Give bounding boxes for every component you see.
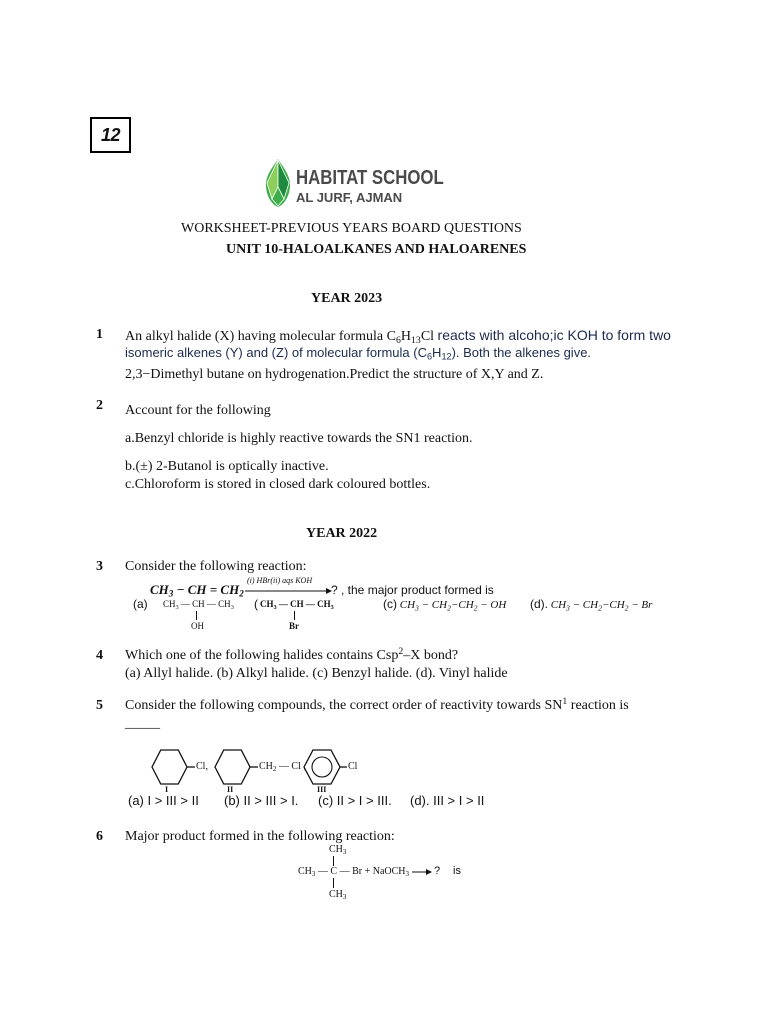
worksheet-title: WORKSHEET-PREVIOUS YEARS BOARD QUESTIONS [181, 221, 522, 236]
formula-subscript: 3 [566, 603, 570, 613]
question-number-1: 1 [96, 327, 103, 342]
question-number-5: 5 [96, 698, 103, 713]
formula-part: − CH = CH [173, 582, 240, 597]
question-number-3: 3 [96, 559, 103, 574]
formula-subscript: 2 [239, 588, 244, 599]
q6-bottom-group [329, 889, 346, 901]
cyclohexane-ring [215, 750, 250, 784]
formula-part: CH [259, 761, 273, 772]
arrow-head [426, 869, 432, 875]
compound-structures [148, 746, 354, 788]
formula-subscript: 3 [273, 603, 277, 611]
school-name: HABITAT SCHOOL [296, 167, 444, 189]
formula-part: — C — Br + NaOCH [315, 866, 406, 877]
q5-option-c: (c) II > I > III. [318, 793, 392, 808]
formula-part: CH [298, 866, 312, 877]
formula-part: — Cl , [276, 761, 306, 772]
formula-part: − Br [628, 599, 653, 611]
reaction-arrow-icon [412, 868, 432, 876]
formula-part: CH [329, 844, 343, 855]
formula-subscript: 3 [168, 588, 174, 599]
formula-part: − OH [477, 599, 507, 611]
compound-3-label: III [317, 785, 327, 794]
school-logo [264, 158, 460, 210]
q4-text: –X bond? [403, 648, 459, 663]
formula-subscript: 13 [411, 334, 421, 346]
q5-option-b: (b) II > III > I. [224, 793, 299, 808]
bond-line [196, 611, 197, 620]
formula-subscript: 3 [342, 848, 347, 857]
formula-subscript: 2 [624, 603, 629, 613]
q1-line-2 [125, 345, 591, 361]
unit-title: UNIT 10-HALOALKANES AND HALOARENES [226, 242, 527, 257]
q1-text-highlight: reacts with alcoho;ic KOH to form two [437, 327, 671, 343]
q2-intro: Account for the following [125, 403, 271, 418]
bond-line [333, 878, 334, 888]
q6-tail: is [453, 865, 461, 877]
bond-line [294, 611, 295, 620]
formula-subscript: 6 [395, 334, 401, 346]
q6-main-formula [298, 866, 409, 878]
school-location: AL JURF, AJMAN [296, 190, 403, 205]
formula-subscript: 3 [230, 603, 234, 611]
q3-option-a-chain [163, 599, 234, 610]
question-number-2: 2 [96, 398, 103, 413]
formula-subscript: 6 [426, 351, 433, 362]
q1-text: ). Both the alkenes give. [451, 345, 592, 360]
q6-top-group [329, 844, 346, 856]
question-number-6: 6 [96, 829, 103, 844]
q5-answer-blank: _____ [125, 716, 160, 731]
q1-text: H [400, 329, 412, 344]
benzene-aromatic-circle [312, 757, 332, 777]
bond-line [333, 856, 334, 866]
q6-product: ? [434, 865, 441, 877]
formula-subscript: 3 [311, 870, 316, 879]
q1-line-3: 2,3−Dimethyl butane on hydrogenation.Predict the structure of X,Y and Z. [125, 367, 544, 382]
superscript: 1 [562, 696, 568, 708]
q5-text: reaction is [567, 698, 629, 713]
page-number-box [90, 117, 131, 153]
formula-part: CH [260, 599, 274, 609]
formula-part: CH [397, 599, 416, 611]
q5-option-a: (a) I > III > II [128, 793, 199, 808]
formula-subscript: 2 [447, 603, 451, 613]
question-number-4: 4 [96, 648, 103, 663]
compound-1-substituent: Cl, [196, 761, 208, 772]
compound-1-label: I [165, 785, 169, 794]
option-formula [397, 599, 506, 611]
benzene-ring [304, 750, 340, 784]
q2-part-c: c.Chloroform is stored in closed dark coloured bottles. [125, 477, 431, 492]
option-label: (d). [530, 597, 548, 611]
q3-reaction-conditions: (i) HBr(ii) aqs KOH [247, 576, 313, 585]
reaction-arrow-icon [244, 586, 334, 596]
q3-option-a-label: (a) [133, 597, 148, 611]
formula-part: −CH [450, 599, 474, 611]
q3-option-b-chain [260, 599, 334, 610]
formula-part: — CH — CH [276, 599, 331, 609]
q5-line-1 [125, 698, 629, 714]
q5-option-d: (d). III > I > II [410, 793, 485, 808]
q3-option-c [383, 597, 506, 612]
formula-subscript: 3 [415, 603, 419, 613]
q2-part-a: a.Benzyl chloride is highly reactive towards the SN1 reaction. [125, 431, 473, 446]
q1-text: An alkyl halide (X) having molecular formula C [125, 329, 396, 344]
option-formula [548, 599, 652, 611]
q1-line-1 [125, 327, 671, 345]
year-heading-2022: YEAR 2022 [306, 526, 378, 541]
formula-part: CH [150, 582, 169, 597]
formula-subscript: 12 [441, 351, 452, 362]
formula-part: −CH [601, 599, 625, 611]
q4-options: (a) Allyl halide. (b) Alkyl halide. (c) Benzyl halide. (d). Vinyl halide [125, 666, 508, 681]
formula-part: CH [329, 889, 343, 900]
formula-part: — CH — CH [178, 599, 231, 609]
formula-subscript: 2 [272, 765, 277, 774]
formula-subscript: 3 [330, 603, 334, 611]
formula-part: − CH [569, 599, 599, 611]
q3-option-b-label: ( [254, 597, 258, 611]
compound-3-substituent: Cl [348, 761, 358, 772]
q3-option-a-group: OH [191, 621, 204, 631]
q4-line-1 [125, 648, 458, 664]
page-number: 12 [100, 125, 121, 145]
cyclohexane-ring [152, 750, 187, 784]
superscript: 2 [398, 646, 404, 658]
q1-text: isomeric alkenes (Y) and (Z) of molecular formula (C [125, 345, 427, 360]
compound-2-label: II [227, 785, 234, 794]
q3-prompt: ? , the major product formed is [331, 583, 494, 597]
formula-part: CH [163, 599, 176, 609]
formula-subscript: 2 [473, 603, 478, 613]
q3-option-d [530, 597, 652, 612]
q2-part-b: b.(±) 2-Butanol is optically inactive. [125, 459, 329, 474]
formula-subscript: 2 [598, 603, 602, 613]
q6-text: Major product formed in the following reaction: [125, 829, 395, 844]
year-heading-2023: YEAR 2023 [311, 291, 383, 306]
q1-text: H [432, 345, 442, 360]
formula-subscript: 3 [342, 893, 347, 902]
option-label: (c) [383, 597, 397, 611]
q3-text: Consider the following reaction: [125, 559, 307, 574]
q5-text: Consider the following compounds, the correct order of reactivity towards SN [125, 698, 563, 713]
formula-subscript: 3 [175, 603, 179, 611]
q3-reactant [150, 582, 244, 598]
compound-2-substituent [259, 761, 306, 773]
formula-part: CH [548, 599, 567, 611]
q1-text: Cl [420, 329, 438, 344]
leaf-gem-icon [264, 158, 292, 208]
q3-option-b-group: Br [289, 621, 299, 631]
q4-text: Which one of the following halides contains Csp [125, 648, 399, 663]
formula-part: − CH [418, 599, 448, 611]
formula-subscript: 3 [405, 870, 409, 879]
